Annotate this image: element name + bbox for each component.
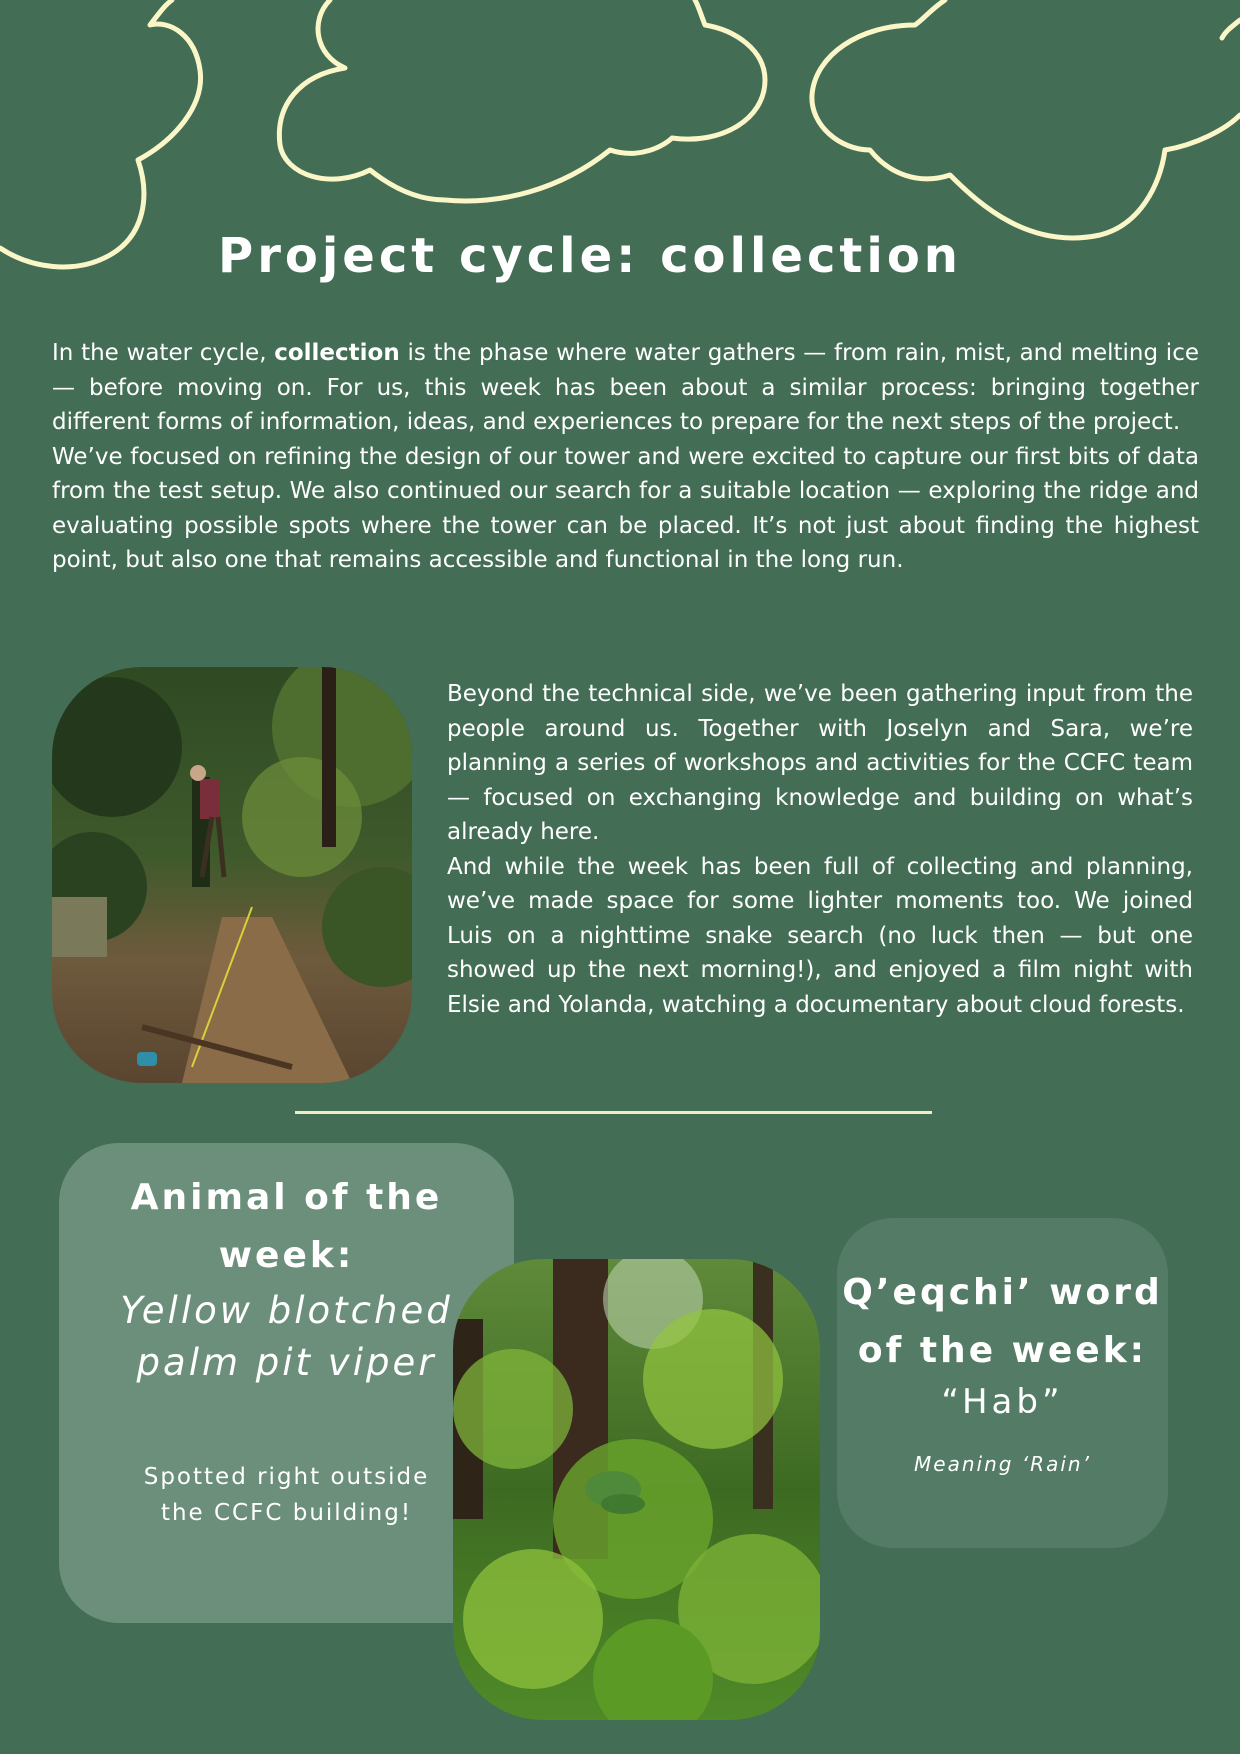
pit-viper-photo bbox=[453, 1259, 820, 1720]
animal-name: Yellow blotched palm pit viper bbox=[120, 1289, 453, 1384]
animal-of-the-week-card bbox=[59, 1143, 514, 1623]
word-heading: Q’eqchi’ word of the week: bbox=[842, 1272, 1163, 1371]
word-of-the-week: “Hab” bbox=[941, 1382, 1064, 1422]
intro-bold-term: collection bbox=[274, 340, 400, 366]
page-title: Project cycle: collection bbox=[218, 228, 962, 284]
section-divider bbox=[295, 1111, 932, 1114]
side-text bbox=[447, 677, 1193, 1022]
animal-heading: Animal of the week: bbox=[130, 1177, 443, 1276]
animal-note: Spotted right outside the CCFC building! bbox=[143, 1464, 430, 1526]
intro-text bbox=[52, 336, 1199, 578]
side-paragraph-2: And while the week has been full of collecting and planning, we’ve made space for some lighter moments too. We joined Luis on a nighttime snake search (no luck then — but one showed up the next morning!), and enjoyed a film night with Elsie and Yolanda, watching a documentary about cloud forests. bbox=[447, 853, 1193, 1018]
intro-paragraph-1: In the water cycle, collection is the phase where water gathers — from rain, mist, and melting ice — before moving on. For us, this week has been about a similar process: bringing together different forms of information, ideas, and experiences to prepare for the next steps of the project. bbox=[52, 340, 1199, 435]
side-paragraph-1: Beyond the technical side, we’ve been gathering input from the people around us. Together with Joselyn and Sara, we’re planning a series of workshops and activities for the CCFC team — focused on exchanging knowledge and building on what’s already here. bbox=[447, 681, 1193, 845]
intro-paragraph-2: We’ve focused on refining the design of our tower and were excited to capture our first bits of data from the test setup. We also continued our search for a suitable location — exploring the ridge and evaluating possible spots where the tower can be placed. It’s not just about finding the highest point, but also one that remains accessible and functional in the long run. bbox=[52, 443, 1199, 573]
forest-trail-photo bbox=[52, 667, 412, 1083]
qeqchi-word-card bbox=[837, 1218, 1168, 1548]
word-meaning: Meaning ‘Rain’ bbox=[914, 1452, 1091, 1476]
